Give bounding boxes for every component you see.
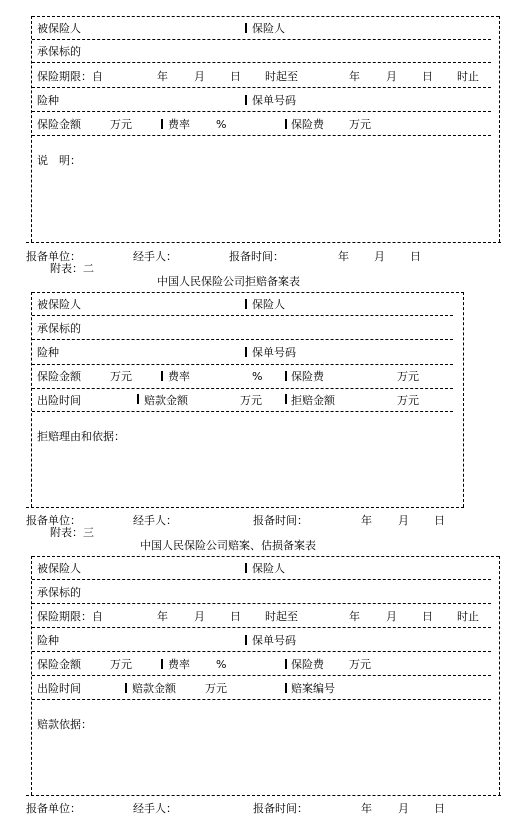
cell-separator [285,659,287,669]
policy-number-label: 保单号码 [252,94,296,107]
unit-label: 万元 [110,118,132,131]
insured-label: 被保险人 [37,562,81,575]
form2-bottom-border [26,507,464,508]
insurance-type-label: 险种 [37,634,59,647]
form-title: 中国人民保险公司拒赔备案表 [157,275,300,288]
month-label: 月 [386,610,397,623]
month-label: 月 [398,514,409,527]
day-label: 日 [434,514,445,527]
insured-amount-label: 保险金额 [37,118,81,131]
report-unit-label: 报备单位： [26,514,81,527]
row-divider [32,603,491,604]
form1-right-border [499,16,500,242]
insurance-type-label: 险种 [37,346,59,359]
year-label: 年 [361,802,372,815]
handler-label: 经手人： [133,514,177,527]
cell-separator [245,347,247,357]
report-unit-label: 报备单位： [26,802,81,815]
row-divider [32,111,491,112]
percent-label: % [216,658,227,671]
period-label: 保险期限：自 [37,70,103,83]
row-divider [32,675,491,676]
case-number-label: 赔案编号 [291,682,335,695]
unit-label: 万元 [397,394,419,407]
day-label: 日 [230,610,241,623]
cell-separator [245,23,247,33]
annex-label: 附表：三 [50,526,94,539]
cell-separator [285,394,287,404]
row-divider [32,339,453,340]
form2-right-border [463,292,464,507]
from-label: 时起至 [265,70,298,83]
row-divider [32,87,491,88]
form1-left-border [31,16,32,242]
cell-separator [125,683,127,693]
subject-label: 承保标的 [37,322,81,335]
form-title: 中国人民保险公司赔案、估损备案表 [140,539,316,552]
row-divider [32,315,453,316]
end-label: 时止 [457,70,479,83]
rate-label: 费率 [168,118,190,131]
row-divider [32,699,491,700]
form2-top-border [32,292,464,293]
cell-separator [245,635,247,645]
policy-number-label: 保单号码 [252,634,296,647]
cell-separator [137,394,139,404]
insurance-type-label: 险种 [37,94,59,107]
row-divider [32,388,453,389]
year-label: 年 [338,250,349,263]
percent-label: % [216,118,227,131]
accident-time-label: 出险时间 [37,394,81,407]
premium-label: 保险费 [291,118,324,131]
report-time-label: 报备时间： [253,514,308,527]
form3-right-border [499,556,500,795]
cell-separator [285,119,287,129]
insured-label: 被保险人 [37,298,81,311]
unit-label: 万元 [349,118,371,131]
policy-number-label: 保单号码 [252,346,296,359]
annex-label: 附表：二 [50,262,94,275]
row-divider [32,411,453,412]
row-divider [32,579,491,580]
row-divider [32,135,491,136]
row-divider [32,39,491,40]
cell-separator [245,563,247,573]
year-label: 年 [349,70,360,83]
form3-top-border [32,556,499,557]
subject-label: 承保标的 [37,45,81,58]
claim-amount-label: 赔款金额 [144,394,188,407]
accident-time-label: 出险时间 [37,682,81,695]
form1-bottom-border [26,242,501,243]
form3-bottom-border [26,795,501,796]
day-label: 日 [422,610,433,623]
row-divider [32,364,453,365]
insurer-label: 保险人 [252,298,285,311]
period-label: 保险期限：自 [37,610,103,623]
row-divider [32,627,491,628]
month-label: 月 [398,802,409,815]
end-label: 时止 [457,610,479,623]
unit-label: 万元 [205,682,227,695]
rate-label: 费率 [168,658,190,671]
day-label: 日 [410,250,421,263]
cell-separator [285,371,287,381]
unit-label: 万元 [110,370,132,383]
cell-separator [161,119,163,129]
report-time-label: 报备时间： [253,802,308,815]
subject-label: 承保标的 [37,586,81,599]
claim-amount-label: 赔款金额 [132,682,176,695]
insured-amount-label: 保险金额 [37,370,81,383]
percent-label: % [252,370,263,383]
unit-label: 万元 [349,658,371,671]
year-label: 年 [349,610,360,623]
cell-separator [245,299,247,309]
form1-top-border [32,16,499,17]
unit-label: 万元 [397,370,419,383]
from-label: 时起至 [265,610,298,623]
month-label: 月 [194,610,205,623]
cell-separator [161,659,163,669]
insured-label: 被保险人 [37,22,81,35]
month-label: 月 [374,250,385,263]
note-label: 说 明： [37,154,81,167]
insurer-label: 保险人 [252,22,285,35]
premium-label: 保险费 [291,658,324,671]
rate-label: 费率 [168,370,190,383]
claim-basis-label: 赔款依据： [37,718,92,731]
month-label: 月 [386,70,397,83]
day-label: 日 [434,802,445,815]
day-label: 日 [230,70,241,83]
row-divider [32,651,491,652]
rejected-amount-label: 拒赔金额 [291,394,335,407]
handler-label: 经手人： [133,802,177,815]
year-label: 年 [157,610,168,623]
year-label: 年 [361,514,372,527]
rejection-reason-label: 拒赔理由和依据： [37,430,125,443]
report-time-label: 报备时间： [229,250,284,263]
unit-label: 万元 [240,394,262,407]
row-divider [32,62,491,63]
report-unit-label: 报备单位： [26,250,81,263]
handler-label: 经手人： [133,250,177,263]
month-label: 月 [194,70,205,83]
insurer-label: 保险人 [252,562,285,575]
cell-separator [245,95,247,105]
premium-label: 保险费 [291,370,324,383]
insured-amount-label: 保险金额 [37,658,81,671]
cell-separator [161,371,163,381]
form2-left-border [31,292,32,507]
day-label: 日 [422,70,433,83]
unit-label: 万元 [110,658,132,671]
year-label: 年 [157,70,168,83]
cell-separator [285,683,287,693]
form3-left-border [31,556,32,795]
